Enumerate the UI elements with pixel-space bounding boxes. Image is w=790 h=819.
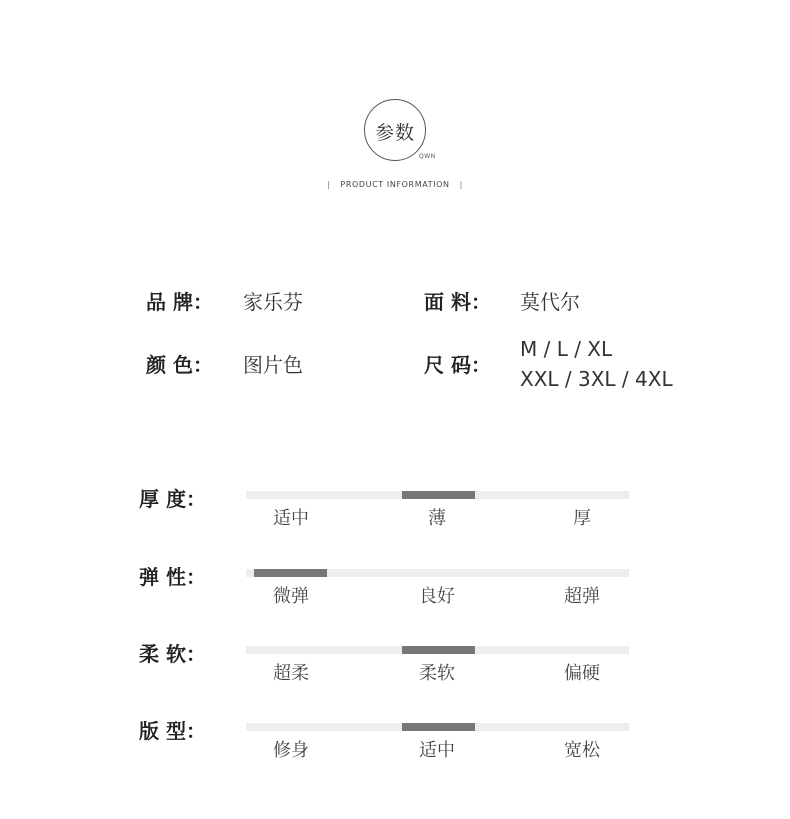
rating-label: 柔 软： <box>139 642 206 666</box>
rating-option: 超柔 <box>273 663 309 684</box>
rating-option: 适中 <box>419 740 455 761</box>
rating-option: 偏硬 <box>564 663 600 684</box>
rating-label: 厚 度： <box>139 487 206 511</box>
rating-option: 厚 <box>573 508 591 529</box>
rating-label: 版 型： <box>139 719 206 743</box>
rating-label: 弹 性： <box>139 565 206 589</box>
rating-indicator <box>254 569 327 577</box>
divider-right: | <box>459 180 463 189</box>
badge-subtitle: QWN <box>419 153 436 160</box>
section-heading <box>0 180 790 189</box>
rating-track <box>246 569 629 577</box>
fabric-label: 面 料： <box>424 290 491 314</box>
badge-title: 参数 <box>374 122 415 144</box>
rating-option: 宽松 <box>564 740 600 761</box>
rating-option: 薄 <box>428 508 446 529</box>
rating-indicator <box>402 491 475 499</box>
divider-left: | <box>327 180 331 189</box>
rating-indicator <box>402 723 475 731</box>
size-label: 尺 码： <box>424 353 491 377</box>
rating-option: 良好 <box>419 586 455 607</box>
brand-label: 品 牌： <box>146 290 213 314</box>
color-label: 颜 色： <box>146 353 213 377</box>
rating-track <box>246 723 629 731</box>
color-value: 图片色 <box>243 353 303 377</box>
rating-track <box>246 646 629 654</box>
rating-option: 超弹 <box>564 586 600 607</box>
size-value-line1: M / L / XL <box>520 337 613 361</box>
rating-option: 修身 <box>273 740 309 761</box>
section-heading-text: PRODUCT INFORMATION <box>340 180 450 189</box>
fabric-value: 莫代尔 <box>520 290 580 314</box>
rating-track <box>246 491 629 499</box>
rating-option: 适中 <box>273 508 309 529</box>
rating-option: 微弹 <box>273 586 309 607</box>
brand-value: 家乐芬 <box>243 290 303 314</box>
rating-option: 柔软 <box>419 663 455 684</box>
section-badge <box>364 99 426 161</box>
rating-indicator <box>402 646 475 654</box>
size-value-line2: XXL / 3XL / 4XL <box>520 367 673 391</box>
